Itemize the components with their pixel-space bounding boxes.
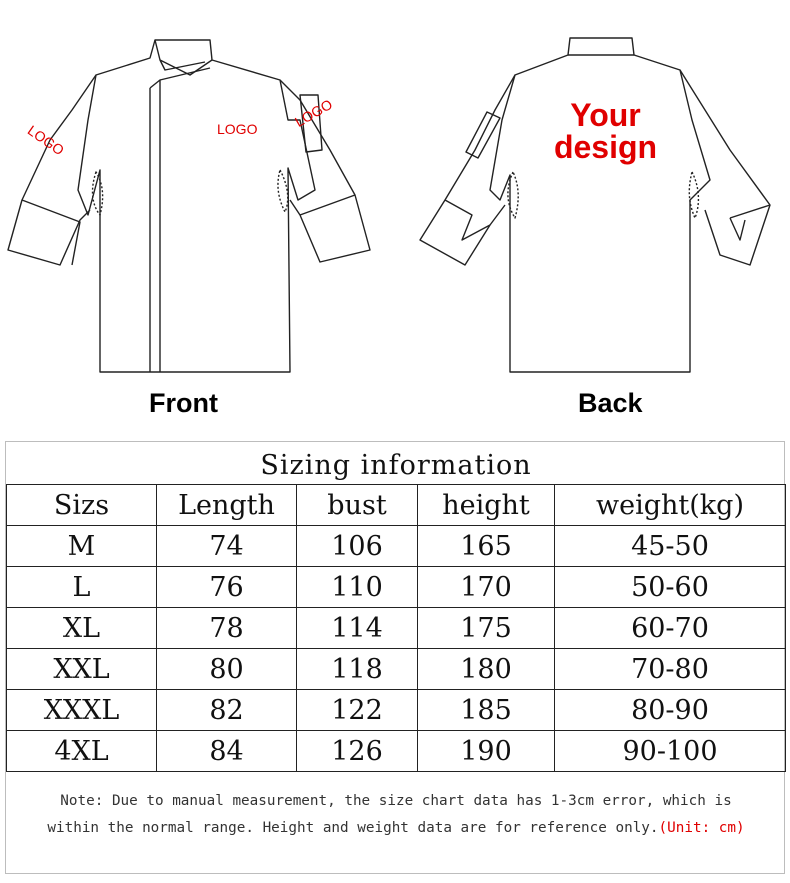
cell-length: 80 — [157, 649, 297, 690]
logo-placeholder-chest: LOGO — [217, 121, 258, 137]
front-caption: Front — [149, 388, 218, 418]
cell-height: 165 — [418, 526, 555, 567]
cell-weight: 90-100 — [555, 731, 786, 772]
your-design-line1: Your — [570, 97, 641, 133]
measurement-note — [6, 788, 786, 842]
cell-length: 82 — [157, 690, 297, 731]
note-line-2 — [6, 815, 786, 842]
cell-weight: 45-50 — [555, 526, 786, 567]
back-caption: Back — [578, 388, 643, 418]
cell-height: 175 — [418, 608, 555, 649]
header-weight: weight(kg) — [555, 485, 786, 526]
table-row — [7, 731, 786, 772]
cell-size: M — [7, 526, 157, 567]
cell-size: XL — [7, 608, 157, 649]
cell-size: XXL — [7, 649, 157, 690]
cell-length: 84 — [157, 731, 297, 772]
front-jacket-outline — [78, 40, 315, 372]
size-table-header — [7, 485, 786, 526]
logo-placeholder-right-sleeve: LOGO — [292, 95, 336, 130]
table-row — [7, 649, 786, 690]
sizing-chart — [5, 441, 785, 874]
cell-weight: 50-60 — [555, 567, 786, 608]
cell-size: 4XL — [7, 731, 157, 772]
cell-length: 76 — [157, 567, 297, 608]
note-unit: (Unit: cm) — [658, 820, 745, 836]
cell-bust: 122 — [297, 690, 418, 731]
cell-size: XXXL — [7, 690, 157, 731]
sizing-title: Sizing information — [260, 450, 532, 481]
logo-placeholder-left-sleeve: LOGO — [24, 122, 68, 159]
cell-height: 190 — [418, 731, 555, 772]
cell-weight: 80-90 — [555, 690, 786, 731]
note-line-2-text: within the normal range. Height and weight data are for reference only. — [47, 820, 659, 836]
cell-height: 180 — [418, 649, 555, 690]
header-bust: bust — [297, 485, 418, 526]
table-row — [7, 567, 786, 608]
cell-length: 78 — [157, 608, 297, 649]
cell-weight: 70-80 — [555, 649, 786, 690]
table-row — [7, 690, 786, 731]
cell-height: 185 — [418, 690, 555, 731]
your-design-label — [553, 99, 658, 163]
cell-weight: 60-70 — [555, 608, 786, 649]
header-size: Sizs — [7, 485, 157, 526]
jacket-illustrations — [0, 0, 790, 440]
size-table — [6, 484, 786, 772]
table-row — [7, 526, 786, 567]
cell-bust: 126 — [297, 731, 418, 772]
cell-bust: 106 — [297, 526, 418, 567]
cell-bust: 114 — [297, 608, 418, 649]
cell-height: 170 — [418, 567, 555, 608]
header-height: height — [418, 485, 555, 526]
cell-size: L — [7, 567, 157, 608]
note-line-1: Note: Due to manual measurement, the size chart data has 1-3cm error, which is — [60, 793, 732, 809]
back-jacket-outline — [490, 38, 710, 372]
table-row — [7, 608, 786, 649]
cell-length: 74 — [157, 526, 297, 567]
header-length: Length — [157, 485, 297, 526]
cell-bust: 118 — [297, 649, 418, 690]
your-design-line2: design — [553, 129, 658, 165]
cell-bust: 110 — [297, 567, 418, 608]
